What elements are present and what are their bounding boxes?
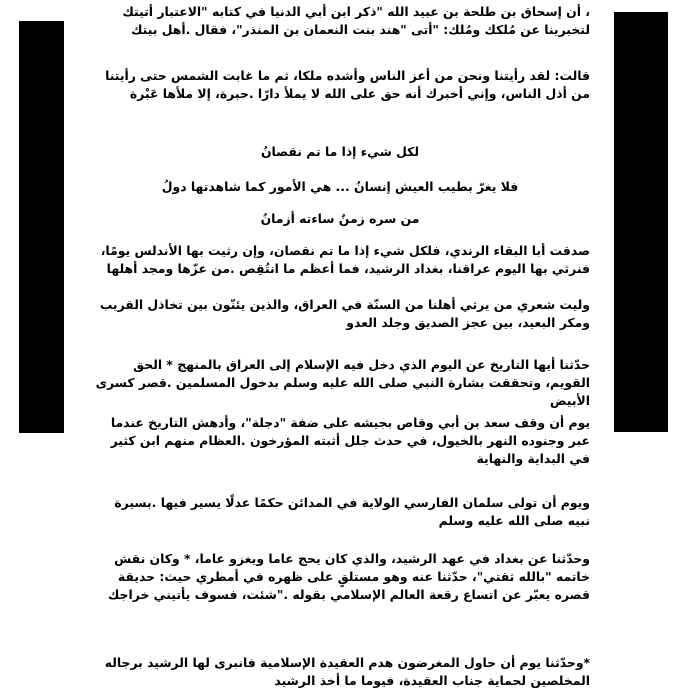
paragraph-rashid: وحدّثنا عن بغداد في عهد الرشيد، والذي كان يحج عاما ويغزو عاما، * وكان نقش خاتمه "بالله ثقتي"، حدّثنا عنه وهو مستلقٍ على ظهره في أمطري حيث: حديقة قصره يعبّر عن اتساع رقعة العالم الإسلامي بقوله ."شئت، فسوف يأتيني خراجك [108, 551, 590, 602]
poem-verse-1: لكل شيء إذا ما تم نقصانُ [260, 144, 420, 159]
paragraph-aqeeda: *وحدّثنا يوم أن حاول المغرضون هدم العقيدة الإسلامية فانبرى لها الرشيد برجاله المخلصين لحماية جناب العقيدة، فيوما ما أخذ الرشيد [104, 655, 590, 688]
paragraph-rundi: صدقت أبا البقاء الرندي، فلكل شيء إذا ما تم نقصان، وإن رثيت بها الأندلس يومًا، فنرثي بها اليوم عراقنا، بغداد الرشيد، فما أعظم ما انتُقِص .من عزّها ومجد أهلها [100, 243, 590, 276]
paragraph-salman: ويوم أن تولى سلمان الفارسي الولاية في المدائن حكمًا عدلًا يسير فيها .بسيرة نبيه صلى الله عليه وسلم [114, 495, 590, 528]
paragraph-hind-intro: ، أن إسحاق بن طلحة بن عبيد الله "ذكر ابن أبي الدنيا في كتابه "الاعتبار أتيتك لتخبرينا عن مُلكك ومُلك: "أتى "هند بنت النعمان بن المنذر"، فقال .أهل بيتك [122, 4, 590, 37]
document-page [90, 0, 590, 697]
redaction-bar-left [19, 21, 64, 433]
paragraph-saad: يوم أن وقف سعد بن أبي وقاص بجيشه على ضفة "دجلة"، وأدهش التاريخ عندما عبر وجنوده النهر بالخيول، في حدث جلل أثبته المؤرخون .العظام منهم ابن كثير في البداية والنهاية [110, 415, 590, 466]
poem-verse-2: فلا يغرّ بطيب العيش إنسانُ ... هي الأمور كما شاهدتها دولُ [161, 179, 519, 194]
poem-verse-3: من سره زمنٌ ساءته أزمانُ [260, 211, 420, 226]
redaction-bar-right [614, 12, 668, 432]
paragraph-hind-reply: قالت: لقد رأيتنا ونحن من أعز الناس وأشده ملكا، ثم ما غابت الشمس حتى رأيتنا من أذل الناس، وإني أخبرك أنه حق على الله لا يملأ دارًا .حبرة، إلا ملأها عَبْرة [105, 68, 590, 101]
paragraph-islam-iraq: حدّثنا أيها التاريخ عن اليوم الذي دخل فيه الإسلام إلى العراق بالمنهج * الحق القويم، وتحققت بشارة النبي صلى الله عليه وسلم بدخول المسلمين .قصر كسرى الأبيض [95, 357, 590, 408]
paragraph-lament: وليت شعري من يرثي أهلنا من السنّة في العراق، والذين يئنّون بين تخاذل القريب ومكر البعيد، بين عجز الصديق وجلد العدو [99, 297, 590, 330]
